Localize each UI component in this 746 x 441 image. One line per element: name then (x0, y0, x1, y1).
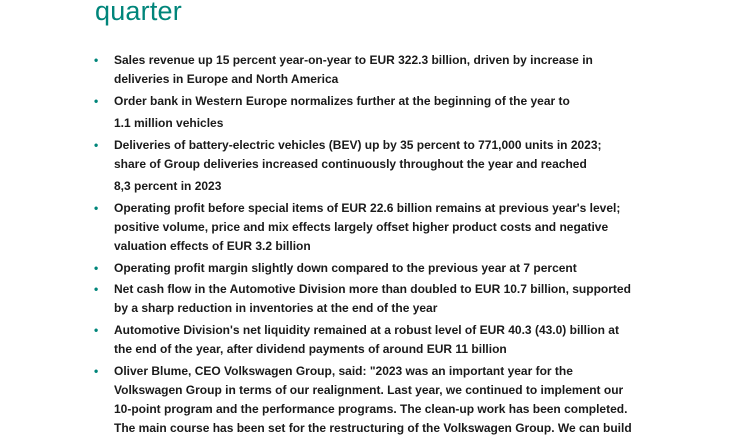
list-item (92, 51, 652, 89)
list-item-line: positive volume, price and mix effects largely offset higher product costs and negative (114, 219, 609, 234)
list-item-line: Deliveries of battery-electric vehicles (BEV) up by 35 percent to 771,000 units in 2023; (114, 137, 602, 152)
list-item-line: the end of the year, after dividend payments of around EUR 11 billion (114, 342, 507, 357)
list-item (92, 92, 652, 133)
list-item-line: Order bank in Western Europe normalizes further at the beginning of the year to (114, 93, 570, 108)
list-item (92, 259, 652, 278)
list-item-line: Oliver Blume, CEO Volkswagen Group, said: "2023 was an important year for the (114, 364, 573, 379)
bullet-icon: • (94, 200, 99, 215)
list-item-line: share of Group deliveries increased continuously throughout the year and reached (114, 156, 587, 171)
section-heading: quarter (95, 0, 182, 26)
bullet-icon: • (94, 53, 99, 67)
list-item-line: 8,3 percent in 2023 (114, 178, 222, 193)
list-item-line: Net cash flow in the Automotive Division more than doubled to EUR 10.7 billion, supported (114, 282, 631, 297)
list-item-line: Sales revenue up 15 percent year-on-year to EUR 322.3 billion, driven by increase in (114, 53, 593, 67)
list-item-line: Operating profit margin slightly down compared to the previous year at 7 percent (114, 260, 577, 275)
list-item-line: Automotive Division's net liquidity remained at a robust level of EUR 40.3 (43.0) billion at (114, 323, 619, 338)
bullet-icon: • (94, 137, 99, 152)
list-item-line: 10-point program and the performance programs. The clean-up work has been completed. (114, 402, 628, 417)
list-item (92, 280, 652, 318)
list-item-line: deliveries in Europe and North America (114, 72, 339, 86)
bullet-icon: • (94, 260, 99, 275)
list-item-line: Volkswagen Group in terms of our realignment. Last year, we continued to implement our (114, 383, 624, 398)
list-item-line: Operating profit before special items of EUR 22.6 billion remains at previous year's level; (114, 200, 621, 215)
list-item (92, 362, 652, 438)
list-item-line: 1.1 million vehicles (114, 115, 224, 130)
bullet-icon: • (94, 323, 99, 338)
list-item-line: by a sharp reduction in inventories at the end of the year (114, 301, 438, 316)
highlights-list (92, 51, 652, 441)
list-item (92, 199, 652, 256)
list-item (92, 136, 652, 196)
list-item (92, 321, 652, 359)
list-item-line: valuation effects of EUR 3.2 billion (114, 238, 311, 253)
list-item-line: The main course has been set for the restructuring of the Volkswagen Group. We can build (114, 421, 632, 436)
bullet-icon: • (94, 282, 99, 297)
bullet-icon: • (94, 93, 99, 108)
bullet-icon: • (94, 364, 99, 379)
